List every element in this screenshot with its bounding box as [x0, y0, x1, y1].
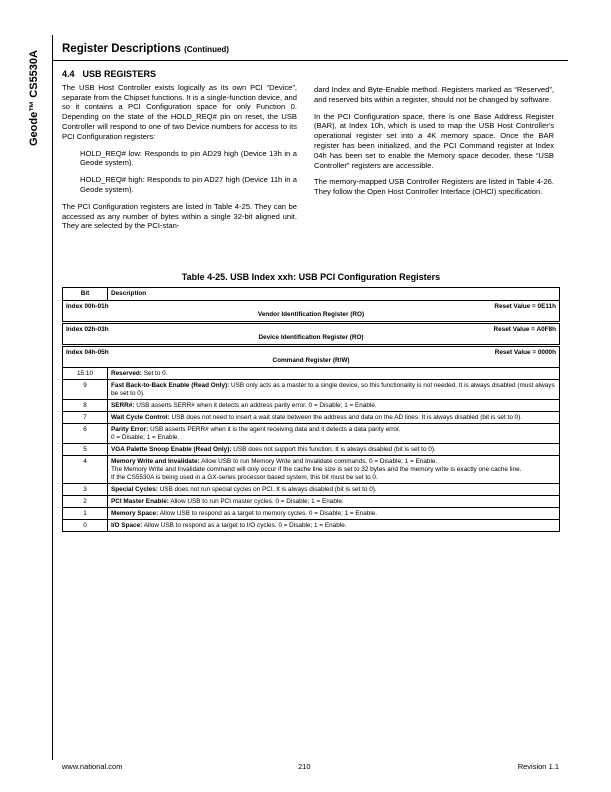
register-name: Device Identification Register (RO): [258, 334, 364, 341]
table-row: [63, 508, 560, 520]
paragraph: HOLD_REQ# high: Responds to pin AD27 high (Device 11h in a Geode system).: [80, 175, 297, 194]
description-cell: [108, 508, 560, 520]
field-text: USB asserts SERR# when it detects an address parity error. 0 = Disable; 1 = Enable.: [136, 401, 377, 409]
description-cell: [108, 412, 560, 424]
table-row: [63, 456, 560, 484]
bit-cell: 4: [63, 456, 108, 484]
field-name: VGA Palette Snoop Enable (Read Only):: [111, 445, 232, 453]
bit-cell: 8: [63, 400, 108, 412]
bit-cell: 3: [63, 484, 108, 496]
section-heading: [62, 70, 297, 80]
register-name: Vendor Identification Register (RO): [257, 311, 365, 318]
description-extra-line: If the CS5530A is being used in a GX-series processor based system, this bit must be set to 0.: [111, 473, 378, 481]
paragraph: The USB Host Controller exists logically as its own PCI “Device”, separate from the Chipset functions. It is a single-function device, and so it contains a PCI Configuration space for only Function 0. Depending on the state of the HOLD_REQ# pin on reset, the USB Controller will respond to one of two Device numbers for access to its PCI Configuration registers:: [62, 82, 297, 141]
field-text: Allow USB to run Memory Write and Invalidate commands. 0 = Disable; 1 = Enable.: [201, 457, 438, 465]
paragraph: dard Index and Byte-Enable method. Registers marked as “Reserved”, and reserved bits within a register, should not be changed by software.: [314, 85, 554, 104]
description-extra-line: 0 = Disable; 1 = Enable.: [111, 433, 180, 441]
table-title: Table 4-25. USB Index xxh: USB PCI Configuration Registers: [181, 272, 441, 282]
description-line: [111, 402, 556, 410]
description-cell: [108, 380, 560, 400]
description-line: [111, 446, 556, 454]
paragraph: In the PCI Configuration space, there is one Base Address Register (BAR), at Index 10h, which is used to map the USB Host Controller's operational register set into a 4K memory space. Once the BAR register has been initialized, and the PCI Command register at Index 04h has been set to enable the Memory space decoder, these “USB Controller” registers are accessible.: [314, 111, 554, 170]
field-text: USB does not run special cycles on PCI. It is always disabled (bit is set to 0).: [159, 485, 377, 493]
field-name: Special Cycles:: [111, 485, 158, 493]
field-name: I/O Space:: [111, 521, 143, 529]
bit-cell: 2: [63, 496, 108, 508]
table-row: [63, 520, 560, 532]
register-header-cell: [63, 324, 560, 345]
paragraph: The PCI Configuration registers are listed in Table 4-25. They can be accessed as any number of bytes within a single 32-bit aligned unit. They are selected by the PCI-stan-: [62, 201, 297, 231]
paragraph: HOLD_REQ# low: Responds to pin AD29 high (Device 13h in a Geode system).: [80, 148, 297, 168]
table-row: [63, 424, 560, 444]
page-title-continued: (Continued): [184, 45, 229, 54]
description-line: [111, 498, 556, 506]
register-reset-value: Reset Value = A0F8h: [493, 326, 556, 333]
field-name: Fast Back-to-Back Enable (Read Only):: [111, 381, 230, 389]
description-line: [111, 414, 556, 422]
field-name: Memory Space:: [111, 509, 159, 517]
description-line: [111, 522, 556, 530]
footer-url: www.national.com: [62, 762, 123, 771]
field-text: Set to 0.: [143, 369, 168, 377]
field-text: USB does not need to insert a wait state between the address and data on the AD lines. It is always disabled (bit is set to 0).: [171, 413, 523, 421]
table-row: [63, 368, 560, 380]
left-column: [62, 70, 297, 238]
register-header-cell: [63, 347, 560, 368]
register-name: Command Register (R/W): [272, 357, 350, 364]
description-cell: [108, 424, 560, 444]
description-cell: [108, 484, 560, 496]
bit-cell: 9: [63, 380, 108, 400]
table-body: [63, 301, 560, 532]
side-title: [28, 36, 46, 146]
bit-cell: 1: [63, 508, 108, 520]
description-cell: [108, 444, 560, 456]
register-table: [62, 287, 560, 532]
page-title: [62, 43, 229, 55]
right-column: [314, 85, 554, 204]
table-row: [63, 444, 560, 456]
section-title: USB REGISTERS: [82, 69, 157, 79]
page-title-text: Register Descriptions: [62, 43, 181, 55]
footer-revision: Revision 1.1: [517, 762, 559, 771]
section-number: 4.4: [62, 69, 75, 79]
field-text: Allow USB to respond as a target to memory cycles. 0 = Disable; 1 = Enable.: [159, 509, 378, 517]
description-line: [111, 486, 556, 494]
field-name: Wait Cycle Control:: [111, 413, 170, 421]
table-row: [63, 380, 560, 400]
table-row: [63, 496, 560, 508]
field-name: Parity Error:: [111, 425, 149, 433]
vertical-rule: [52, 35, 53, 760]
register-header-row: [63, 324, 560, 345]
bit-cell: 0: [63, 520, 108, 532]
description-cell: [108, 456, 560, 484]
table-header-row: [63, 288, 560, 301]
bit-cell: 6: [63, 424, 108, 444]
register-reset-value: Reset Value = 0E11h: [494, 303, 556, 310]
field-text: USB asserts PERR# when it is the agent receiving data and it detects a data parity error.: [150, 425, 401, 433]
field-name: SERR#:: [111, 401, 135, 409]
field-text: Allow USB to respond as a target to I/O cycles. 0 = Disable; 1 = Enable.: [143, 521, 347, 529]
field-text: USB does not support this function. It is always disabled (bit is set to 0).: [233, 445, 436, 453]
register-index: Index 04h-05h: [66, 349, 109, 356]
table-row: [63, 412, 560, 424]
register-reset-value: Reset Value = 0000h: [494, 349, 556, 356]
footer-page-number: 210: [298, 762, 311, 771]
header-bit: Bit: [63, 288, 108, 301]
description-line: [111, 458, 556, 466]
field-text: USB only acts as a master to a single device, so this functionality is not needed. It is always disabled (must always be set to 0).: [111, 381, 555, 397]
register-index: Index 02h-03h: [66, 326, 109, 333]
bit-cell: 7: [63, 412, 108, 424]
field-name: Memory Write and Invalidate:: [111, 457, 200, 465]
register-header-row: [63, 347, 560, 368]
description-cell: [108, 368, 560, 380]
description-line: [111, 370, 556, 378]
description-line: [111, 510, 556, 518]
description-line: [111, 426, 556, 434]
description-cell: [108, 496, 560, 508]
register-index: Index 00h-01h: [66, 303, 109, 310]
table-row: [63, 484, 560, 496]
header-description: Description: [108, 288, 560, 301]
register-header-cell: [63, 301, 560, 322]
description-cell: [108, 520, 560, 532]
register-header-row: [63, 301, 560, 322]
table-row: [63, 400, 560, 412]
bit-cell: 15:10: [63, 368, 108, 380]
field-name: Reserved:: [111, 369, 142, 377]
description-line: [111, 382, 556, 398]
description-cell: [108, 400, 560, 412]
paragraph: The memory-mapped USB Controller Registers are listed in Table 4-26. They follow the Open Host Controller Interface (OHCI) specification.: [314, 177, 555, 197]
description-extra-line: The Memory Write and Invalidate command will only occur if the cache line size is set to 32 bytes and the memory write is exactly one cache line.: [111, 465, 522, 473]
field-text: Allow USB to run PCI master cycles. 0 = Disable; 1 = Enable.: [170, 497, 344, 505]
side-title-text: Geode™ CS5530A: [28, 50, 40, 146]
header-rule: [52, 60, 568, 61]
field-name: PCI Master Enable:: [111, 497, 169, 505]
bit-cell: 5: [63, 444, 108, 456]
